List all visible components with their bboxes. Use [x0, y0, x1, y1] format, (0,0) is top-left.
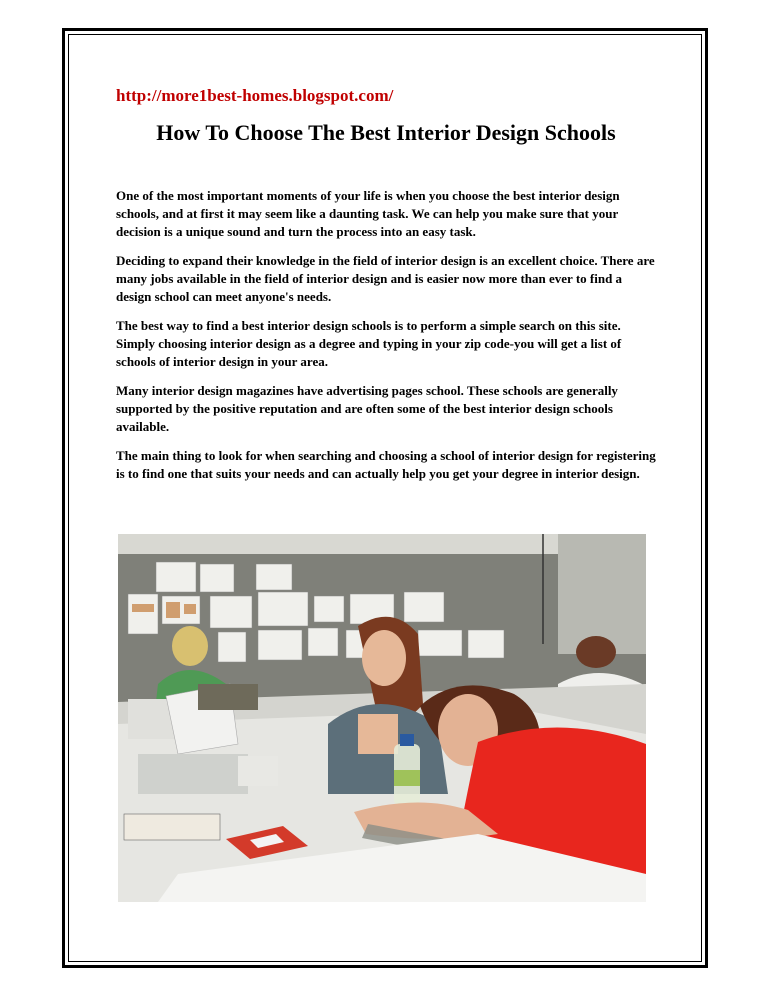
blog-url-link[interactable]: http://more1best-homes.blogspot.com/ [116, 86, 394, 105]
paragraph-4: Many interior design magazines have advertising pages school. These schools are generally supported by the positive reputation and are often some of the best interior design schools available. [116, 383, 618, 434]
paragraph-1: One of the most important moments of your life is when you choose the best interior design schools, and at first it may seem like a daunting task. We can help you make sure that your decision is a unique sound and turn the process into an easy task. [116, 188, 620, 239]
classroom-photo [118, 534, 646, 902]
paragraph-2: Deciding to expand their knowledge in the field of interior design is an excellent choice. There are many jobs available in the field of interior design and is easier now more than ever to find a design school can meet anyone's needs. [116, 253, 655, 304]
paragraph-5: The main thing to look for when searching and choosing a school of interior design for registering is to find one that suits your needs and can actually help you get your degree in interior design. [116, 448, 656, 481]
paragraph-3: The best way to find a best interior design schools is to perform a simple search on this site. Simply choosing interior design as a degree and typing in your zip code-you will get a list of schools of interior design in your area. [116, 318, 622, 369]
article-body [116, 187, 656, 494]
page-title: How To Choose The Best Interior Design Schools [156, 120, 616, 145]
